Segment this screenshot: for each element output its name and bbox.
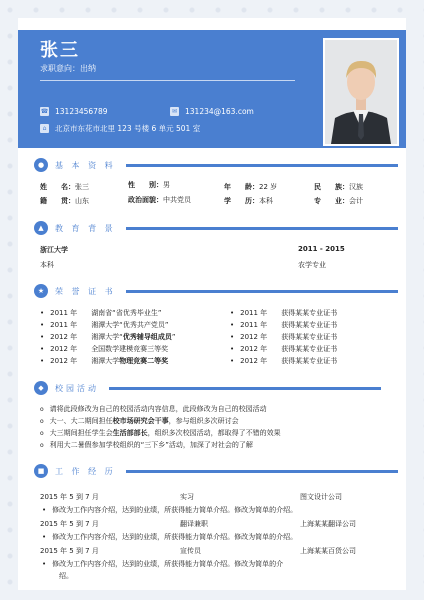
honor-item (40, 344, 168, 354)
basic-hometown (40, 196, 89, 206)
portrait-illustration (325, 40, 397, 144)
work-date: 2015 年 5 到 7 月 (40, 520, 99, 528)
work-date: 2015 年 5 到 7 月 (40, 493, 99, 501)
cert-text: 获得某某专业证书 (281, 321, 338, 329)
honor-item (40, 332, 175, 342)
honor-year: 2012 年 (50, 333, 78, 341)
honor-text-bold: 物理竞赛二等奖 (119, 357, 169, 365)
field-label: 籍 贯： (40, 197, 75, 205)
cert-text: 获得某某专业证书 (281, 309, 338, 317)
field-value: 会计 (349, 197, 363, 205)
applicant-name: 张三 (40, 40, 80, 61)
cert-item (230, 356, 337, 366)
edu-years: 2011 - 2015 (298, 245, 345, 253)
work-company: 上海某某翻译公司 (300, 520, 356, 528)
mail-icon: ✉ (171, 108, 178, 115)
honor-text: 全国数学建模竞赛三等奖 (91, 345, 169, 353)
cert-text: 获得某某专业证书 (281, 357, 338, 365)
edu-degree: 本科 (40, 261, 54, 269)
section-rule (126, 290, 398, 293)
phone-contact (40, 107, 108, 116)
edu-school: 浙江大学 (40, 246, 68, 254)
home-address: 北京市东花市北里 123 号楼 6 单元 501 室 (55, 124, 201, 133)
work-role: 翻译兼职 (180, 520, 208, 528)
location-icon: ⌂ (40, 124, 49, 133)
section-work-header (34, 464, 398, 478)
cert-text: 获得某某专业证书 (281, 333, 338, 341)
field-label: 年 龄： (224, 183, 259, 191)
honor-year: 2012 年 (50, 357, 78, 365)
campus-item (40, 416, 239, 426)
campus-text: 请将此段修改为自己的校园活动内容信息，此段修改为自己的校园活动 (49, 405, 267, 413)
cert-item (230, 332, 337, 342)
honor-text: 湘潭大学“优秀共产党员” (91, 321, 169, 329)
campus-item (40, 404, 267, 414)
field-label: 民 族： (314, 183, 349, 191)
basic-ethnicity (314, 182, 363, 192)
campus-text-end: ，组织多次校园活动，都取得了不错的效果 (147, 429, 281, 437)
campus-item (40, 440, 253, 450)
cert-item (230, 344, 337, 354)
section-rule (109, 387, 381, 390)
cert-item (230, 320, 337, 330)
phone-number: 13123456789 (55, 107, 108, 116)
honor-text-end: ” (171, 333, 176, 341)
field-value: 张三 (75, 183, 89, 191)
address-contact (40, 123, 200, 134)
field-label: 专 业： (314, 197, 349, 205)
section-title: 教 育 背 景 (55, 223, 116, 233)
work-desc-continued: 绍。 (59, 572, 73, 580)
resume-header (18, 30, 406, 148)
work-desc (42, 505, 297, 515)
section-title: 荣 誉 证 书 (55, 286, 116, 296)
campus-text: 大一、大二期间担任 (49, 417, 113, 425)
campus-text-bold: 生活部部长 (112, 429, 148, 437)
field-value: 山东 (75, 197, 89, 205)
section-basic-header (34, 158, 398, 172)
work-date: 2015 年 5 到 7 月 (40, 547, 99, 555)
cert-year: 2012 年 (240, 333, 268, 341)
basic-gender (128, 180, 170, 190)
award-icon: ★ (34, 284, 48, 298)
honor-item (40, 356, 168, 366)
work-desc-text: 修改为工作内容介绍，达到的业绩，所获得能力简单介绍。修改为简单的介绍。 (52, 506, 298, 514)
campus-item (40, 428, 281, 438)
cert-year: 2011 年 (240, 309, 268, 317)
cert-item (230, 308, 337, 318)
field-value: 男 (163, 181, 170, 189)
basic-major (314, 196, 363, 206)
field-label: 政治面貌： (128, 196, 163, 204)
resume-paper (18, 18, 406, 590)
briefcase-icon: ■ (34, 464, 48, 478)
field-value: 中共党员 (163, 196, 191, 204)
section-campus-header (34, 381, 381, 395)
campus-text-end: ，参与组织多次研讨会 (168, 417, 239, 425)
honor-text: 湘潭大学“ (91, 333, 123, 341)
basic-age (224, 182, 277, 192)
field-value: 本科 (259, 197, 273, 205)
field-label: 姓 名： (40, 183, 75, 191)
field-value: 22 岁 (259, 183, 278, 191)
header-divider (40, 80, 295, 81)
section-title: 基 本 资 料 (55, 160, 116, 170)
job-intent: 求职意向：出纳 (40, 64, 96, 73)
honor-year: 2012 年 (50, 345, 78, 353)
section-title: 校园活动 (55, 383, 99, 393)
email-address: 131234@163.com (185, 107, 254, 116)
edu-major: 农学专业 (298, 261, 326, 269)
campus-text-bold: 校市场研究会干事 (112, 417, 169, 425)
cert-year: 2012 年 (240, 357, 268, 365)
section-rule (126, 227, 398, 230)
honor-text-bold: 优秀辅导组成员 (122, 333, 172, 341)
cert-text: 获得某某专业证书 (281, 345, 338, 353)
campus-text: 利用大二暑假参加学校组织的“三下乡”活动，加深了对社会的了解 (49, 441, 253, 449)
basic-education (224, 196, 273, 206)
cert-year: 2011 年 (240, 321, 268, 329)
field-label: 学 历： (224, 197, 259, 205)
section-rule (126, 164, 398, 167)
people-icon: ◆ (34, 381, 48, 395)
email-contact (170, 107, 254, 116)
field-label: 性 别： (128, 181, 163, 189)
honor-item (40, 320, 168, 330)
graduation-cap-icon: ▲ (34, 221, 48, 235)
basic-political (128, 195, 191, 205)
honor-item (40, 308, 161, 318)
section-title: 工 作 经 历 (55, 466, 116, 476)
honor-year: 2011 年 (50, 321, 78, 329)
phone-icon: ☎ (40, 108, 49, 115)
honor-text: 湘潭大学 (91, 357, 120, 365)
work-desc-text: 修改为工作内容介绍，达到的业绩，所获得能力简单介绍。修改为简单的介绍。 (52, 533, 298, 541)
section-edu-header (34, 221, 398, 235)
work-role: 实习 (180, 493, 194, 501)
field-value: 汉族 (349, 183, 363, 191)
campus-text: 大三期间担任学生会 (49, 429, 113, 437)
work-desc-text: 修改为工作内容介绍，达到的业绩，所获得能力简单介绍。修改为简单的介 (52, 560, 284, 568)
work-role: 宣传员 (180, 547, 201, 555)
person-icon: ● (34, 158, 48, 172)
work-company: 图文设计公司 (300, 493, 342, 501)
honor-year: 2011 年 (50, 309, 78, 317)
work-desc (42, 532, 297, 542)
section-honor-header (34, 284, 398, 298)
section-rule (126, 470, 398, 473)
honor-text: 湖南省“省优秀毕业生” (91, 309, 162, 317)
cert-year: 2012 年 (240, 345, 268, 353)
basic-name (40, 182, 89, 192)
work-desc (42, 559, 283, 569)
profile-photo (323, 38, 399, 146)
work-company: 上海某某百货公司 (300, 547, 356, 555)
